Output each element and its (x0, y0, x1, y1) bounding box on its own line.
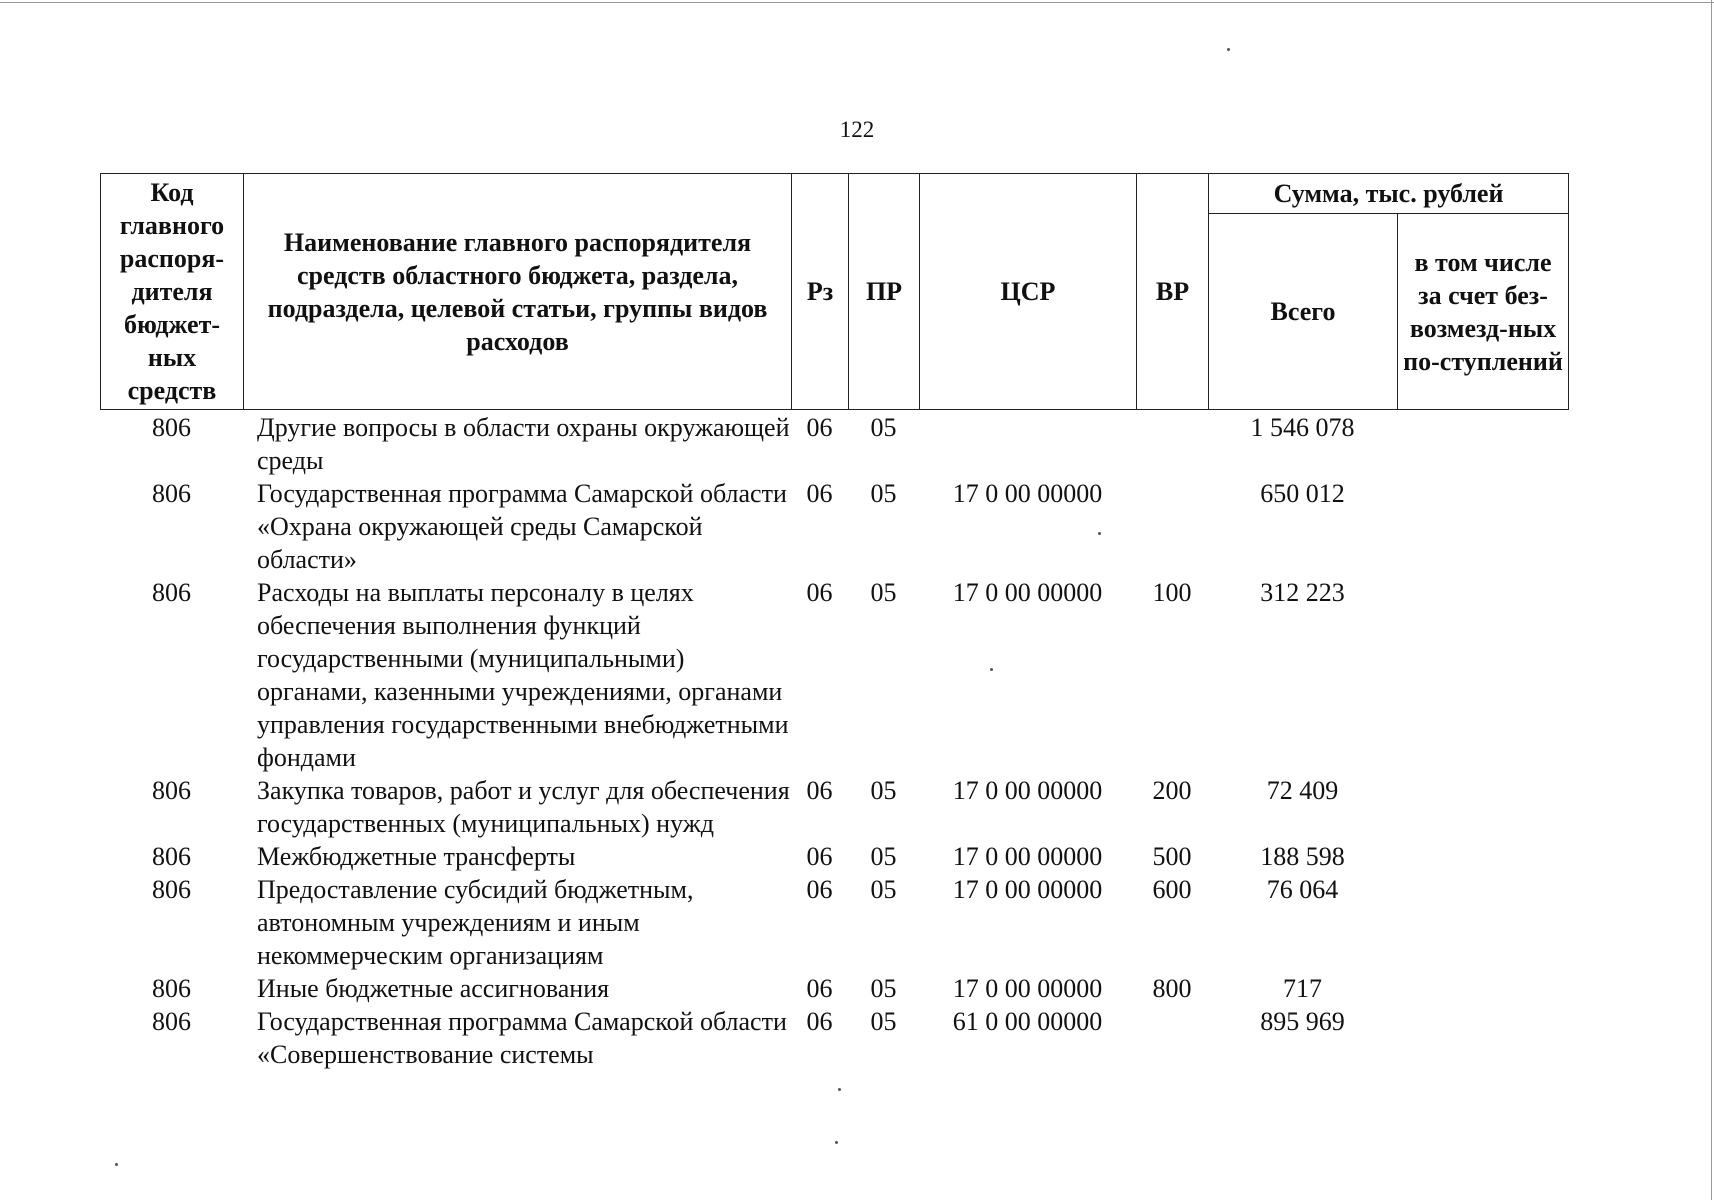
cell-code: 806 (152, 974, 191, 1003)
cell-csr: 17 0 00 00000 (952, 842, 1103, 871)
header-csr: ЦСР (920, 174, 1137, 410)
header-free: в том числе за счет без-возмезд-ных по-ступлений (1398, 214, 1569, 410)
scan-speck (990, 668, 993, 671)
cell-total: 1 546 078 (1250, 413, 1355, 442)
table-row (100, 411, 1568, 477)
cell-total: 188 598 (1260, 842, 1345, 871)
cell-name: Предоставление субсидий бюджетным, автономным учреждениям и иным некоммерческим организациям (257, 875, 694, 970)
cell-code: 806 (152, 1007, 191, 1036)
cell-csr: 17 0 00 00000 (952, 479, 1103, 508)
header-total: Всего (1209, 214, 1398, 410)
cell-csr: 17 0 00 00000 (952, 776, 1103, 805)
cell-pr: 05 (870, 479, 897, 508)
cell-name: Иные бюджетные ассигнования (257, 974, 610, 1003)
cell-csr: 17 0 00 00000 (952, 974, 1103, 1003)
cell-total: 650 012 (1260, 479, 1345, 508)
header-vr: ВР (1137, 174, 1209, 410)
cell-name: Межбюджетные трансферты (257, 842, 576, 871)
cell-name: Другие вопросы в области охраны окружающей среды (257, 413, 790, 475)
cell-code: 806 (152, 479, 191, 508)
cell-rz: 06 (806, 1007, 833, 1036)
scan-speck (835, 1141, 838, 1144)
scan-speck (838, 1088, 841, 1091)
top-border-line (0, 2, 1714, 3)
cell-rz: 06 (806, 413, 833, 442)
header-name: Наименование главного распорядителя средств областного бюджета, раздела, подраздела, целевой статьи, группы видов расходов (244, 174, 792, 410)
table-row (100, 972, 1568, 1005)
cell-rz: 06 (806, 776, 833, 805)
table-row (100, 1005, 1568, 1071)
cell-name: Расходы на выплаты персоналу в целях обеспечения выполнения функций государственными (муниципальными) органами, казенными учреждениями, органами управления государственными внебюджетными фондами (257, 578, 789, 772)
header-code: Код главного распоря-дителя бюджет-ных средств (101, 174, 244, 410)
cell-vr: 600 (1152, 875, 1192, 904)
scan-speck (1227, 48, 1230, 51)
cell-name: Государственная программа Самарской области «Совершенствование системы (257, 1007, 787, 1069)
cell-code: 806 (152, 413, 191, 442)
scan-speck (115, 1163, 118, 1166)
cell-code: 806 (152, 578, 191, 607)
cell-total: 76 064 (1266, 875, 1339, 904)
cell-total: 72 409 (1266, 776, 1339, 805)
cell-rz: 06 (806, 974, 833, 1003)
cell-pr: 05 (870, 1007, 897, 1036)
cell-vr: 200 (1152, 776, 1192, 805)
table-row (100, 774, 1568, 840)
cell-csr: 17 0 00 00000 (952, 875, 1103, 904)
cell-pr: 05 (870, 413, 897, 442)
table-header (100, 173, 1569, 410)
table-row (100, 840, 1568, 873)
cell-total: 312 223 (1260, 578, 1345, 607)
cell-rz: 06 (806, 479, 833, 508)
cell-vr: 100 (1152, 578, 1192, 607)
header-rz: Рз (792, 174, 849, 410)
table-row (100, 477, 1568, 576)
page-number: 122 (839, 117, 875, 142)
cell-rz: 06 (806, 578, 833, 607)
cell-code: 806 (152, 875, 191, 904)
header-pr: ПР (849, 174, 920, 410)
cell-code: 806 (152, 776, 191, 805)
right-border-line (1711, 0, 1712, 1200)
cell-code: 806 (152, 842, 191, 871)
cell-pr: 05 (870, 578, 897, 607)
scan-speck (1098, 532, 1101, 535)
cell-pr: 05 (870, 842, 897, 871)
table-row (100, 576, 1568, 774)
table-body (100, 411, 1568, 1071)
cell-csr: 61 0 00 00000 (952, 1007, 1103, 1036)
cell-name: Закупка товаров, работ и услуг для обеспечения государственных (муниципальных) нужд (257, 776, 790, 838)
cell-total: 895 969 (1260, 1007, 1345, 1036)
cell-total: 717 (1283, 974, 1322, 1003)
cell-pr: 05 (870, 875, 897, 904)
cell-pr: 05 (870, 776, 897, 805)
cell-pr: 05 (870, 974, 897, 1003)
cell-rz: 06 (806, 842, 833, 871)
cell-name: Государственная программа Самарской области «Охрана окружающей среды Самарской области» (257, 479, 787, 574)
cell-csr: 17 0 00 00000 (952, 578, 1103, 607)
table-row (100, 873, 1568, 972)
header-sum: Сумма, тыс. рублей (1209, 174, 1569, 214)
cell-vr: 800 (1152, 974, 1192, 1003)
cell-vr: 500 (1152, 842, 1192, 871)
cell-rz: 06 (806, 875, 833, 904)
